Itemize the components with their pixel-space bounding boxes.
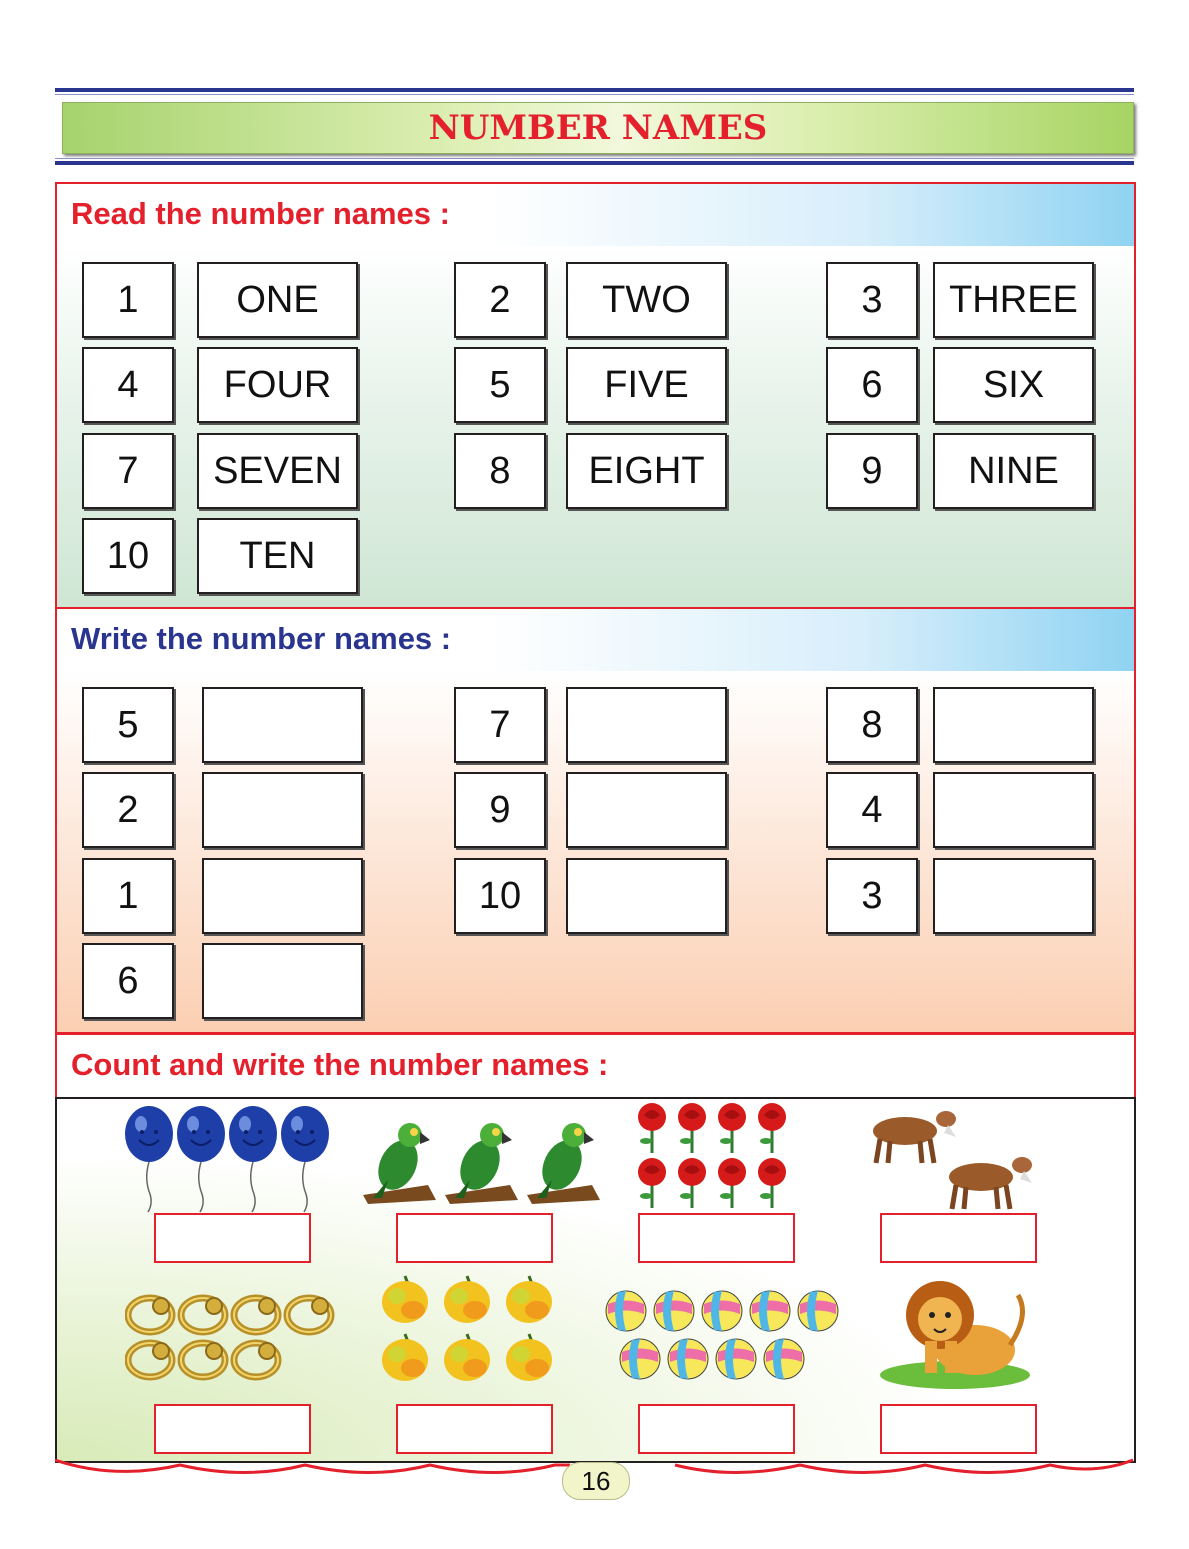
answer-input[interactable]	[154, 1213, 311, 1263]
bottom-rule-thin	[55, 158, 1134, 159]
read-section-heading: Read the number names :	[71, 196, 450, 231]
number-name-box: ONE	[197, 262, 358, 338]
number-name-box: TEN	[197, 518, 358, 594]
lion-icon	[880, 1275, 1035, 1393]
number-box: 9	[454, 772, 546, 848]
number-box: 3	[826, 858, 918, 934]
title-banner	[62, 102, 1134, 154]
number-box: 8	[826, 687, 918, 763]
count-section-header	[55, 1033, 1136, 1099]
number-name-box: NINE	[933, 433, 1094, 509]
answer-input[interactable]	[933, 687, 1094, 763]
number-name-box: THREE	[933, 262, 1094, 338]
number-box: 10	[82, 518, 174, 594]
number-box: 4	[82, 347, 174, 423]
number-box: 6	[82, 943, 174, 1019]
answer-input[interactable]	[396, 1213, 553, 1263]
goat-icon	[860, 1101, 1040, 1211]
write-section-header	[55, 607, 1136, 673]
number-name-box: TWO	[566, 262, 727, 338]
number-name-box: SIX	[933, 347, 1094, 423]
number-box: 7	[454, 687, 546, 763]
answer-input[interactable]	[154, 1404, 311, 1454]
answer-input[interactable]	[638, 1404, 795, 1454]
count-section-heading: Count and write the number names :	[71, 1047, 609, 1082]
number-name-box: FOUR	[197, 347, 358, 423]
number-box: 6	[826, 347, 918, 423]
answer-input[interactable]	[202, 943, 363, 1019]
number-box: 8	[454, 433, 546, 509]
ball-icon	[604, 1289, 846, 1384]
ring-icon	[125, 1290, 345, 1385]
answer-input[interactable]	[202, 772, 363, 848]
bottom-rule	[55, 161, 1134, 165]
page-title: NUMBER NAMES	[428, 108, 768, 148]
number-name-box: EIGHT	[566, 433, 727, 509]
answer-input[interactable]	[566, 687, 727, 763]
number-box: 9	[826, 433, 918, 509]
mango-icon	[375, 1272, 560, 1390]
page-number: 16	[562, 1462, 630, 1500]
number-box: 1	[82, 858, 174, 934]
answer-input[interactable]	[638, 1213, 795, 1263]
parrot-icon	[358, 1110, 603, 1205]
number-box: 2	[82, 772, 174, 848]
number-box: 1	[82, 262, 174, 338]
top-rule	[55, 88, 1134, 92]
answer-input[interactable]	[566, 772, 727, 848]
answer-input[interactable]	[396, 1404, 553, 1454]
number-box: 2	[454, 262, 546, 338]
number-name-box: SEVEN	[197, 433, 358, 509]
number-box: 3	[826, 262, 918, 338]
top-rule-thin	[55, 94, 1134, 95]
balloon-icon	[122, 1104, 337, 1214]
number-box: 10	[454, 858, 546, 934]
answer-input[interactable]	[202, 687, 363, 763]
answer-input[interactable]	[880, 1404, 1037, 1454]
answer-input[interactable]	[933, 858, 1094, 934]
write-section-heading: Write the number names :	[71, 621, 452, 656]
number-box: 4	[826, 772, 918, 848]
read-section-header	[55, 182, 1136, 248]
number-name-box: FIVE	[566, 347, 727, 423]
answer-input[interactable]	[880, 1213, 1037, 1263]
number-box: 7	[82, 433, 174, 509]
number-box: 5	[454, 347, 546, 423]
number-box: 5	[82, 687, 174, 763]
answer-input[interactable]	[566, 858, 727, 934]
answer-input[interactable]	[202, 858, 363, 934]
answer-input[interactable]	[933, 772, 1094, 848]
rose-icon	[634, 1101, 799, 1211]
